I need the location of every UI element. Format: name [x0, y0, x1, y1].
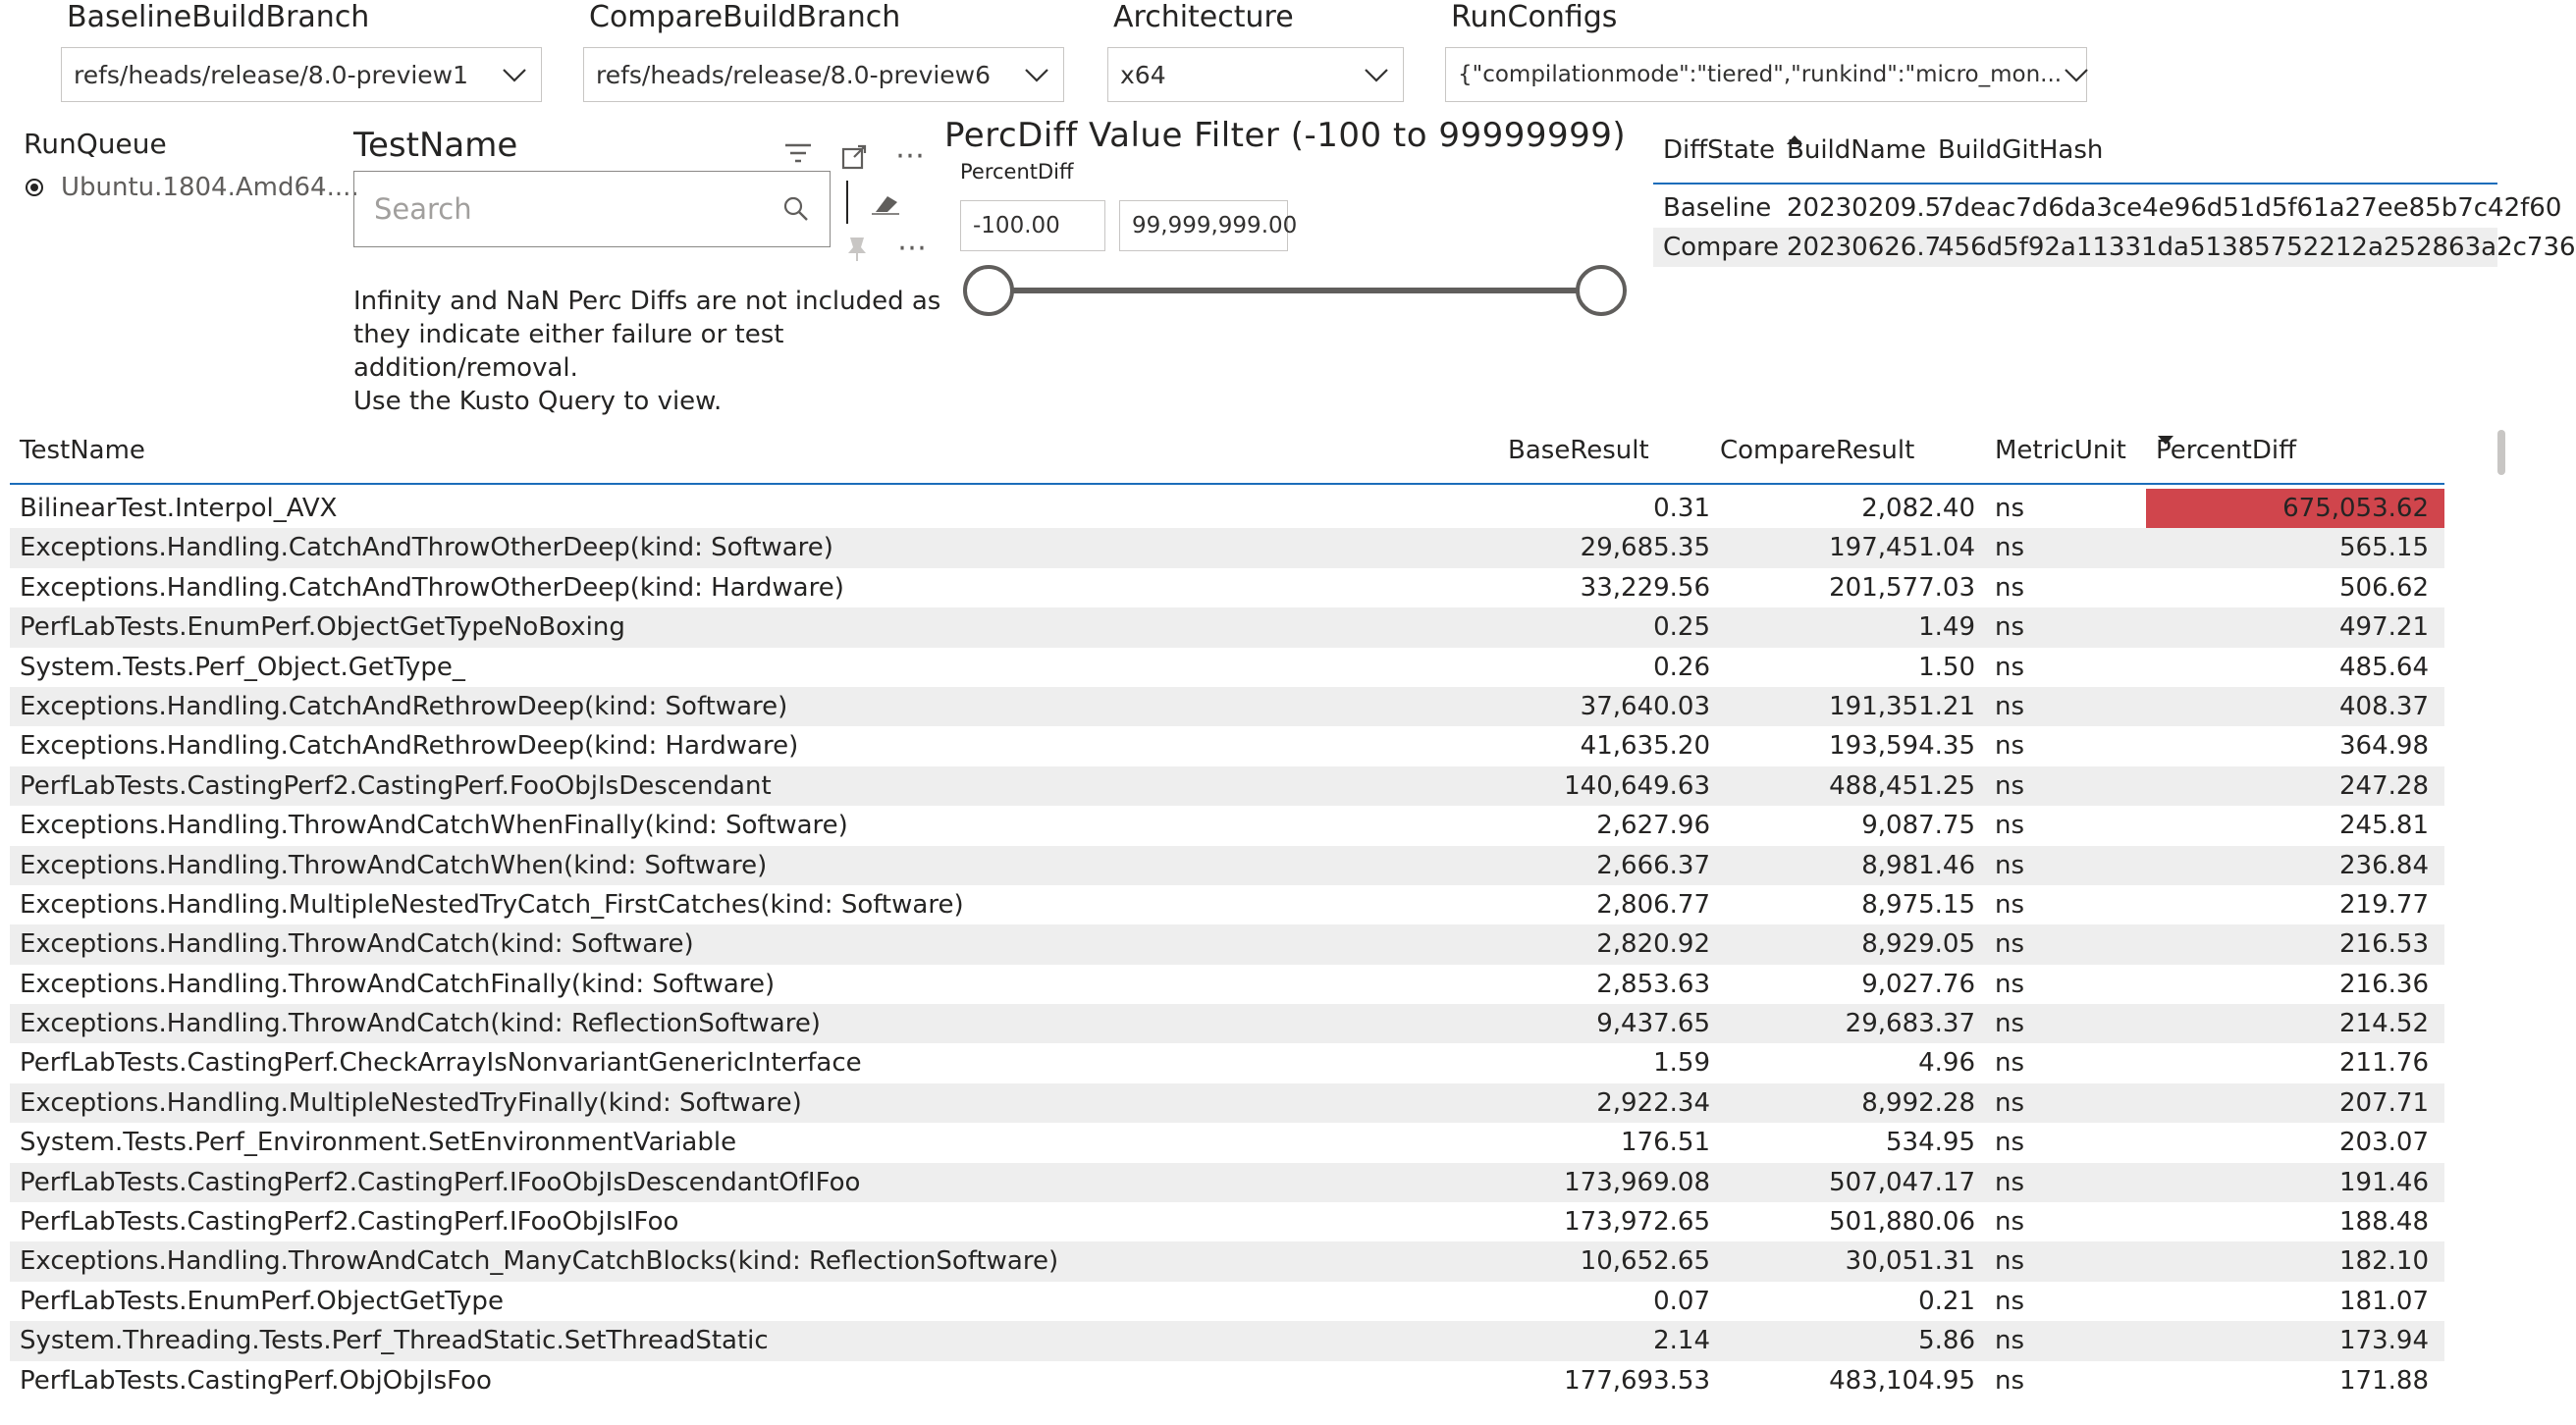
table-row	[10, 846, 2444, 885]
cell-baseresult: 2,666.37	[1596, 850, 1710, 880]
cell-baseresult: 2,820.92	[1596, 929, 1710, 960]
runconfigs-slicer-title: RunConfigs	[1451, 0, 1618, 34]
cell-diffstate: Baseline	[1663, 193, 1772, 223]
cell-metricunit: ns	[1995, 494, 2025, 523]
cell-testname: Exceptions.Handling.ThrowAndCatchWhen(kind: Software)	[20, 850, 768, 880]
cell-compareresult: 9,087.75	[1861, 811, 1975, 841]
column-header-percentdiff[interactable]: PercentDiff	[2156, 436, 2296, 465]
cell-percentdiff: 181.07	[2339, 1286, 2429, 1316]
cell-metricunit: ns	[1995, 612, 2025, 643]
baseline-slicer-title: BaselineBuildBranch	[67, 0, 370, 34]
table-row	[1653, 228, 2576, 267]
cell-percentdiff: 506.62	[2339, 572, 2429, 603]
cell-buildgithash: 456d5f92a11331da51385752212a252863a2c736	[1938, 233, 2576, 262]
filter-icon[interactable]	[783, 141, 813, 172]
cell-percentdiff: 364.98	[2339, 731, 2429, 762]
cell-percentdiff: 216.53	[2339, 929, 2429, 960]
cell-compareresult: 191,351.21	[1829, 691, 1975, 721]
table-row	[10, 528, 2444, 567]
cell-compareresult: 488,451.25	[1829, 770, 1975, 801]
cell-metricunit: ns	[1995, 1009, 2025, 1039]
column-header-buildgithash[interactable]: BuildGitHash	[1938, 135, 2104, 165]
architecture-value: x64	[1120, 60, 1166, 89]
table-row	[10, 648, 2444, 687]
chevron-down-icon	[2062, 60, 2091, 89]
table-row	[10, 1282, 2444, 1321]
cell-percentdiff: 565.15	[2339, 533, 2429, 563]
cell-testname: System.Tests.Perf_Environment.SetEnvironmentVariable	[20, 1128, 737, 1158]
table-row	[10, 1361, 2444, 1400]
cell-baseresult: 173,969.08	[1564, 1167, 1710, 1197]
table-row	[10, 924, 2444, 964]
cell-baseresult: 2,627.96	[1596, 811, 1710, 841]
cell-buildname: 20230209.5	[1787, 193, 1942, 223]
focus-mode-icon[interactable]	[840, 143, 868, 176]
cell-metricunit: ns	[1995, 1365, 2025, 1396]
cell-compareresult: 1.50	[1918, 652, 1975, 682]
percdiff-max-input[interactable]	[1119, 200, 1298, 251]
cell-compareresult: 2,082.40	[1861, 494, 1975, 523]
percdiff-slider-track[interactable]	[988, 288, 1600, 293]
table-row	[10, 687, 2444, 726]
cell-metricunit: ns	[1995, 1207, 2025, 1238]
cell-testname: Exceptions.Handling.CatchAndThrowOtherDeep(kind: Software)	[20, 533, 833, 563]
table-row	[10, 568, 2444, 607]
cell-baseresult: 41,635.20	[1580, 731, 1710, 762]
percdiff-min-value: -100.00	[973, 213, 1060, 238]
percdiff-slider-min-handle[interactable]	[963, 265, 1014, 316]
cell-percentdiff: 216.36	[2339, 969, 2429, 999]
cell-compareresult: 9,027.76	[1861, 969, 1975, 999]
runqueue-option[interactable]	[26, 173, 359, 202]
column-header-buildname[interactable]: BuildName	[1787, 135, 1926, 165]
cell-testname: PerfLabTests.CastingPerf2.CastingPerf.IFooObjIsDescendantOfIFoo	[20, 1167, 861, 1197]
cell-compareresult: 29,683.37	[1845, 1009, 1975, 1039]
percdiff-max-value: 99,999,999.00	[1132, 213, 1298, 238]
cell-compareresult: 0.21	[1918, 1286, 1975, 1316]
cell-metricunit: ns	[1995, 1128, 2025, 1158]
cell-testname: System.Tests.Perf_Object.GetType_	[20, 652, 465, 682]
table-row	[10, 1123, 2444, 1162]
cell-compareresult: 1.49	[1918, 612, 1975, 643]
table-row	[10, 1043, 2444, 1082]
note-line: Use the Kusto Query to view.	[353, 387, 723, 416]
cell-baseresult: 177,693.53	[1564, 1365, 1710, 1396]
cell-compareresult: 201,577.03	[1829, 572, 1975, 603]
percdiff-filter-title: PercDiff Value Filter (-100 to 99999999)	[944, 116, 1627, 155]
cell-diffstate: Compare	[1663, 233, 1779, 262]
runqueue-title: RunQueue	[24, 128, 167, 160]
column-header-baseresult[interactable]: BaseResult	[1508, 436, 1649, 465]
cell-testname: Exceptions.Handling.ThrowAndCatchWhenFinally(kind: Software)	[20, 811, 848, 841]
more-options-icon[interactable]: ⋯	[895, 138, 925, 173]
table-row	[10, 1321, 2444, 1360]
table-row	[10, 1083, 2444, 1123]
table-row	[10, 726, 2444, 765]
percdiff-slider-max-handle[interactable]	[1576, 265, 1627, 316]
sort-descending-icon	[2158, 436, 2174, 445]
cell-testname: Exceptions.Handling.CatchAndRethrowDeep(kind: Software)	[20, 691, 788, 721]
cell-percentdiff: 188.48	[2339, 1207, 2429, 1238]
testname-note	[353, 285, 940, 418]
testname-search-input[interactable]	[353, 171, 831, 247]
compare-branch-dropdown[interactable]	[583, 47, 1064, 102]
table-row	[1653, 188, 2562, 228]
table-row	[10, 607, 2444, 647]
chevron-down-icon	[500, 60, 529, 89]
cell-baseresult: 173,972.65	[1564, 1207, 1710, 1238]
cell-baseresult: 37,640.03	[1580, 691, 1710, 721]
compare-branch-value: refs/heads/release/8.0-preview6	[596, 60, 992, 89]
runqueue-option-label: Ubuntu.1804.Amd64....	[61, 173, 359, 202]
cell-baseresult: 140,649.63	[1564, 770, 1710, 801]
cell-percentdiff: 207.71	[2339, 1087, 2429, 1118]
scrollbar[interactable]	[2497, 430, 2505, 475]
cell-metricunit: ns	[1995, 1286, 2025, 1316]
results-table	[10, 424, 2444, 1400]
cell-testname: PerfLabTests.CastingPerf2.CastingPerf.FooObjIsDescendant	[20, 770, 772, 801]
cell-testname: Exceptions.Handling.ThrowAndCatch(kind: Software)	[20, 929, 694, 960]
column-header-compareresult[interactable]: CompareResult	[1720, 436, 1915, 465]
cell-baseresult: 2,806.77	[1596, 889, 1710, 920]
cell-testname: PerfLabTests.EnumPerf.ObjectGetTypeNoBoxing	[20, 612, 625, 643]
table-row	[10, 489, 2444, 528]
cell-testname: System.Threading.Tests.Perf_ThreadStatic.SetThreadStatic	[20, 1326, 769, 1356]
cell-compareresult: 197,451.04	[1829, 533, 1975, 563]
build-info-table	[1653, 132, 2576, 267]
cell-percentdiff: 408.37	[2339, 691, 2429, 721]
cell-percentdiff: 247.28	[2339, 770, 2429, 801]
baseline-branch-value: refs/heads/release/8.0-preview1	[74, 60, 469, 89]
cell-metricunit: ns	[1995, 1087, 2025, 1118]
note-line: addition/removal.	[353, 353, 578, 383]
cell-testname: PerfLabTests.CastingPerf.CheckArrayIsNonvariantGenericInterface	[20, 1048, 862, 1079]
cell-percentdiff: 485.64	[2339, 652, 2429, 682]
cell-metricunit: ns	[1995, 969, 2025, 999]
cell-baseresult: 2,853.63	[1596, 969, 1710, 999]
cell-baseresult: 0.07	[1653, 1286, 1710, 1316]
cell-metricunit: ns	[1995, 811, 2025, 841]
search-divider	[846, 181, 848, 224]
cell-metricunit: ns	[1995, 889, 2025, 920]
note-line: they indicate either failure or test	[353, 320, 784, 349]
cell-testname: Exceptions.Handling.ThrowAndCatchFinally(kind: Software)	[20, 969, 776, 999]
baseline-branch-dropdown[interactable]	[61, 47, 542, 102]
cell-metricunit: ns	[1995, 731, 2025, 762]
cell-testname: Exceptions.Handling.ThrowAndCatch(kind: ReflectionSoftware)	[20, 1009, 821, 1039]
cell-compareresult: 4.96	[1918, 1048, 1975, 1079]
table-row	[10, 965, 2444, 1004]
cell-percentdiff: 173.94	[2339, 1326, 2429, 1356]
percdiff-field-label: PercentDiff	[960, 160, 1074, 184]
more-options-icon[interactable]: ⋯	[897, 231, 927, 265]
architecture-dropdown[interactable]	[1107, 47, 1404, 102]
column-header-diffstate[interactable]: DiffState	[1663, 135, 1775, 165]
cell-testname: Exceptions.Handling.MultipleNestedTryCatch_FirstCatches(kind: Software)	[20, 889, 964, 920]
cell-baseresult: 176.51	[1621, 1128, 1710, 1158]
results-table-header	[10, 424, 2444, 485]
cell-buildgithash: 7deac7d6da3ce4e96d51d5f61a27ee85b7c42f60	[1938, 193, 2562, 223]
search-placeholder: Search	[374, 192, 472, 226]
cell-metricunit: ns	[1995, 572, 2025, 603]
chevron-down-icon	[1022, 60, 1051, 89]
table-row	[10, 766, 2444, 806]
cell-baseresult: 0.31	[1653, 494, 1710, 523]
table-row	[10, 885, 2444, 924]
table-row	[10, 1241, 2444, 1281]
cell-testname: Exceptions.Handling.MultipleNestedTryFinally(kind: Software)	[20, 1087, 802, 1118]
cell-testname: PerfLabTests.CastingPerf.ObjObjIsFoo	[20, 1365, 492, 1396]
cell-compareresult: 30,051.31	[1845, 1246, 1975, 1277]
percdiff-min-input[interactable]	[960, 200, 1105, 251]
cell-metricunit: ns	[1995, 1167, 2025, 1197]
cell-baseresult: 29,685.35	[1580, 533, 1710, 563]
cell-testname: BilinearTest.Interpol_AVX	[20, 494, 338, 523]
cell-percentdiff: 219.77	[2339, 889, 2429, 920]
cell-percentdiff: 236.84	[2339, 850, 2429, 880]
cell-baseresult: 9,437.65	[1596, 1009, 1710, 1039]
cell-compareresult: 501,880.06	[1829, 1207, 1975, 1238]
table-row	[10, 1163, 2444, 1202]
cell-metricunit: ns	[1995, 652, 2025, 682]
cell-testname: PerfLabTests.EnumPerf.ObjectGetType	[20, 1286, 504, 1316]
runconfigs-dropdown[interactable]	[1445, 47, 2087, 102]
pin-icon[interactable]	[844, 234, 870, 268]
table-row	[10, 806, 2444, 845]
cell-compareresult: 507,047.17	[1829, 1167, 1975, 1197]
table-row	[10, 1004, 2444, 1043]
cell-percentdiff: 203.07	[2339, 1128, 2429, 1158]
cell-metricunit: ns	[1995, 1246, 2025, 1277]
cell-baseresult: 33,229.56	[1580, 572, 1710, 603]
column-header-metricunit[interactable]: MetricUnit	[1995, 436, 2126, 465]
radio-selected-icon[interactable]	[26, 179, 43, 196]
table-row	[10, 1202, 2444, 1241]
cell-compareresult: 8,929.05	[1861, 929, 1975, 960]
cell-compareresult: 8,981.46	[1861, 850, 1975, 880]
cell-metricunit: ns	[1995, 929, 2025, 960]
cell-compareresult: 483,104.95	[1829, 1365, 1975, 1396]
cell-baseresult: 10,652.65	[1580, 1246, 1710, 1277]
build-table-header	[1653, 132, 2497, 185]
cell-baseresult: 1.59	[1653, 1048, 1710, 1079]
note-line: Infinity and NaN Perc Diffs are not included as	[353, 287, 941, 316]
cell-percentdiff: 675,053.62	[2282, 494, 2429, 523]
testname-title: TestName	[353, 126, 518, 165]
cell-percentdiff: 211.76	[2339, 1048, 2429, 1079]
cell-percentdiff: 214.52	[2339, 1009, 2429, 1039]
compare-slicer-title: CompareBuildBranch	[589, 0, 901, 34]
cell-buildname: 20230626.7	[1787, 233, 1942, 262]
cell-compareresult: 534.95	[1886, 1128, 1975, 1158]
cell-compareresult: 193,594.35	[1829, 731, 1975, 762]
runconfigs-value: {"compilationmode":"tiered","runkind":"micro_mon...	[1458, 62, 2063, 87]
cell-compareresult: 8,992.28	[1861, 1087, 1975, 1118]
cell-metricunit: ns	[1995, 770, 2025, 801]
cell-percentdiff: 182.10	[2339, 1246, 2429, 1277]
cell-testname: PerfLabTests.CastingPerf2.CastingPerf.IFooObjIsIFoo	[20, 1207, 679, 1238]
column-header-testname[interactable]: TestName	[20, 436, 145, 465]
cell-metricunit: ns	[1995, 1326, 2025, 1356]
cell-testname: Exceptions.Handling.CatchAndThrowOtherDeep(kind: Hardware)	[20, 572, 844, 603]
cell-testname: Exceptions.Handling.CatchAndRethrowDeep(kind: Hardware)	[20, 731, 799, 762]
cell-percentdiff: 171.88	[2339, 1365, 2429, 1396]
cell-percentdiff: 497.21	[2339, 612, 2429, 643]
eraser-icon[interactable]	[870, 192, 901, 221]
cell-baseresult: 0.25	[1653, 612, 1710, 643]
chevron-down-icon	[1362, 60, 1391, 89]
cell-compareresult: 5.86	[1918, 1326, 1975, 1356]
cell-percentdiff: 191.46	[2339, 1167, 2429, 1197]
architecture-slicer-title: Architecture	[1113, 0, 1294, 34]
sort-ascending-icon	[1787, 135, 1802, 144]
cell-percentdiff: 245.81	[2339, 811, 2429, 841]
cell-baseresult: 2.14	[1653, 1326, 1710, 1356]
cell-metricunit: ns	[1995, 850, 2025, 880]
cell-baseresult: 0.26	[1653, 652, 1710, 682]
cell-baseresult: 2,922.34	[1596, 1087, 1710, 1118]
search-icon	[782, 195, 810, 223]
cell-metricunit: ns	[1995, 533, 2025, 563]
cell-compareresult: 8,975.15	[1861, 889, 1975, 920]
cell-metricunit: ns	[1995, 1048, 2025, 1079]
results-table-body	[10, 489, 2444, 1400]
cell-testname: Exceptions.Handling.ThrowAndCatch_ManyCatchBlocks(kind: ReflectionSoftware)	[20, 1246, 1059, 1277]
cell-metricunit: ns	[1995, 691, 2025, 721]
